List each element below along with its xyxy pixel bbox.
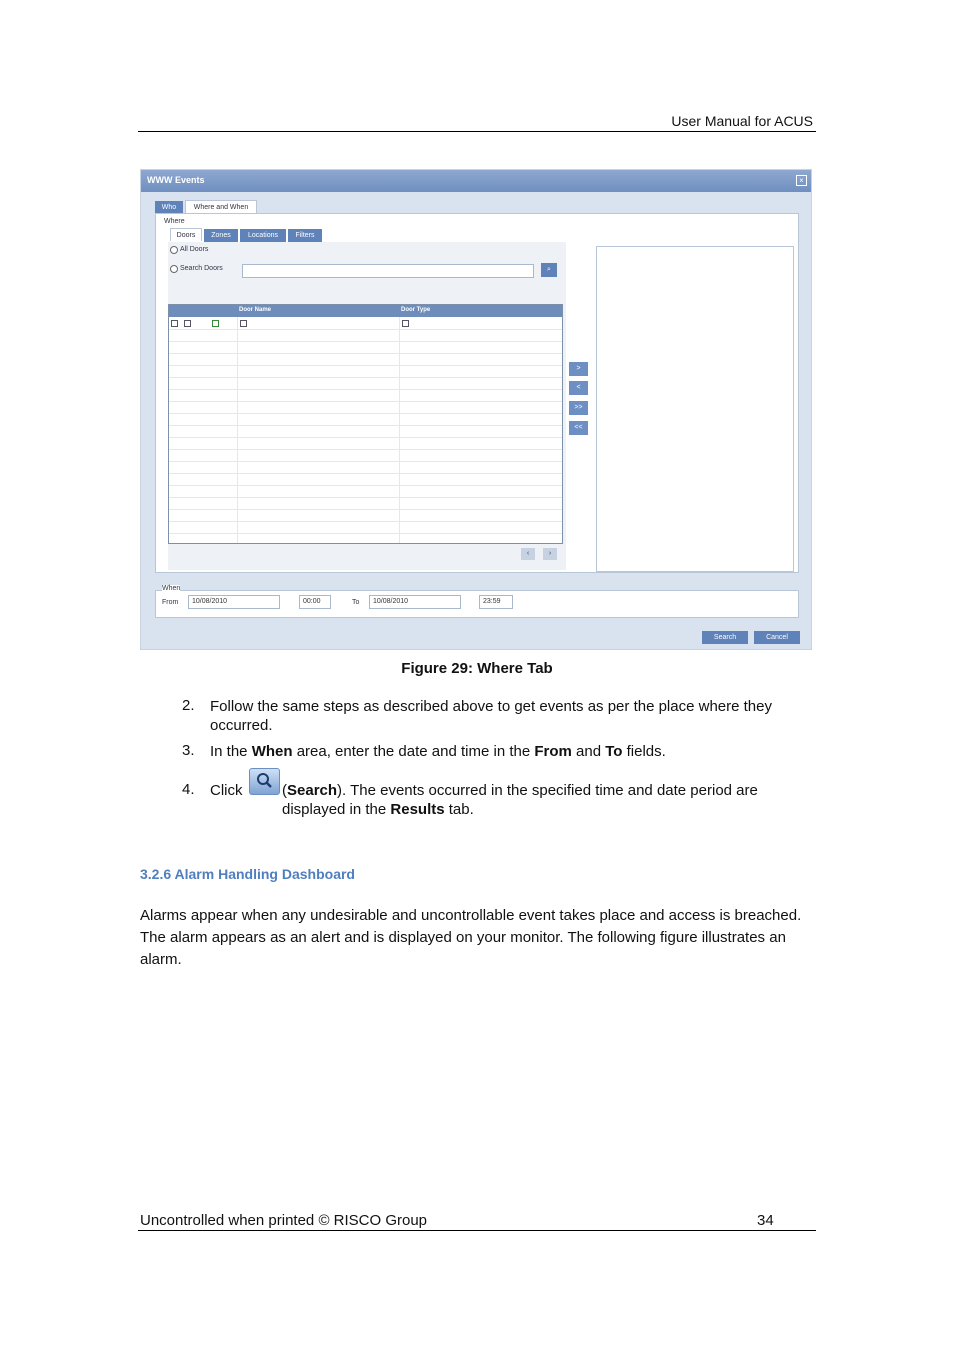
next-page-icon[interactable]: › <box>543 548 557 560</box>
table-row <box>169 449 562 450</box>
step-text <box>282 781 812 819</box>
subtab-filters[interactable]: Filters <box>288 229 322 242</box>
table-row <box>169 389 562 390</box>
body-paragraph: Alarms appear when any undesirable and uncontrollable event takes place and access is breached. The alarm appears as an alert and is displayed on your monitor. The following figure illustrates an alarm. <box>140 907 802 968</box>
when-panel <box>155 585 799 618</box>
bold-run: To <box>605 743 623 760</box>
window-title: WWW Events <box>147 175 205 185</box>
tab-where-and-when[interactable]: Where and When <box>185 200 257 213</box>
subtab-locations[interactable]: Locations <box>240 229 286 242</box>
move-all-right-button[interactable]: >> <box>569 401 588 415</box>
step-text-prefix: Click <box>210 782 243 799</box>
move-left-button[interactable]: < <box>569 381 588 395</box>
table-row <box>169 473 562 474</box>
search-doors-input[interactable] <box>242 264 534 278</box>
bold-run: From <box>534 743 572 760</box>
to-time-input[interactable]: 23:59 <box>479 595 513 609</box>
subtab-doors[interactable]: Doors <box>170 228 202 241</box>
text-run: In the <box>210 743 252 760</box>
door-name-filter-checkbox[interactable] <box>240 320 247 327</box>
header-rule <box>138 131 816 132</box>
bold-run: Results <box>390 801 445 818</box>
cancel-button[interactable]: Cancel <box>754 631 800 644</box>
prev-page-icon[interactable]: ‹ <box>521 548 535 560</box>
table-row <box>169 425 562 426</box>
table-row <box>169 437 562 438</box>
text-run: tab. <box>444 801 474 818</box>
step-text: Follow the same steps as described above to get events as per the place where they occurred. <box>210 698 772 734</box>
to-date-input[interactable]: 10/08/2010 <box>369 595 461 609</box>
text-run: area, enter the date and time in the <box>292 743 535 760</box>
close-icon[interactable]: × <box>796 175 807 186</box>
footer-copyright: Uncontrolled when printed © RISCO Group <box>140 1212 428 1229</box>
all-doors-radio[interactable] <box>170 246 178 254</box>
table-row <box>169 413 562 414</box>
doors-grid <box>168 304 563 544</box>
subtab-zones[interactable]: Zones <box>204 229 238 242</box>
search-doors-label: Search Doors <box>180 265 223 272</box>
where-tab-screenshot <box>140 169 812 650</box>
step-number: 4. <box>182 781 195 798</box>
move-all-left-button[interactable]: << <box>569 421 588 435</box>
row-checkbox[interactable] <box>184 320 191 327</box>
bold-run: When <box>251 743 293 760</box>
text-run: ( <box>282 782 287 799</box>
search-icon <box>249 768 280 795</box>
all-doors-label: All Doors <box>180 246 209 253</box>
step-text <box>210 742 810 761</box>
tab-who[interactable]: Who <box>155 201 183 214</box>
step-number: 2. <box>182 697 195 714</box>
filter-icon[interactable] <box>171 320 178 327</box>
table-row <box>169 401 562 402</box>
table-row <box>169 497 562 498</box>
table-row <box>169 509 562 510</box>
column-door-type[interactable]: Door Type <box>401 307 431 313</box>
search-icon[interactable]: ⌕ <box>541 263 557 277</box>
where-label: Where <box>164 218 185 225</box>
from-date-input[interactable]: 10/08/2010 <box>188 595 280 609</box>
page-number: 34 <box>757 1212 774 1229</box>
text-run: ). The events occurred in the specified time and date period are displayed in the <box>282 782 758 818</box>
when-label: When <box>162 585 181 592</box>
table-row <box>169 485 562 486</box>
table-row <box>169 533 562 534</box>
table-row <box>169 365 562 366</box>
search-button[interactable]: Search <box>702 631 748 644</box>
selected-doors-list[interactable] <box>596 246 794 572</box>
table-row <box>169 521 562 522</box>
to-label: To <box>352 599 360 606</box>
footer-rule <box>138 1230 816 1231</box>
column-door-name[interactable]: Door Name <box>239 307 272 313</box>
running-header: User Manual for ACUS <box>671 113 813 129</box>
figure-caption: Figure 29: Where Tab <box>401 660 553 677</box>
table-row <box>169 341 562 342</box>
search-doors-radio[interactable] <box>170 265 178 273</box>
table-row <box>169 353 562 354</box>
table-row <box>169 461 562 462</box>
bold-run: Search <box>287 782 338 799</box>
section-heading: 3.2.6 Alarm Handling Dashboard <box>140 866 355 882</box>
grid-header <box>169 305 562 317</box>
step-number: 3. <box>182 742 195 759</box>
table-row <box>169 329 562 330</box>
from-label: From <box>162 599 179 606</box>
door-type-filter-checkbox[interactable] <box>402 320 409 327</box>
table-row <box>169 377 562 378</box>
status-checkbox[interactable] <box>212 320 219 327</box>
from-time-input[interactable]: 00:00 <box>299 595 331 609</box>
text-run: fields. <box>622 743 666 760</box>
window-titlebar <box>141 170 811 192</box>
text-run: and <box>571 743 606 760</box>
move-right-button[interactable]: > <box>569 362 588 376</box>
